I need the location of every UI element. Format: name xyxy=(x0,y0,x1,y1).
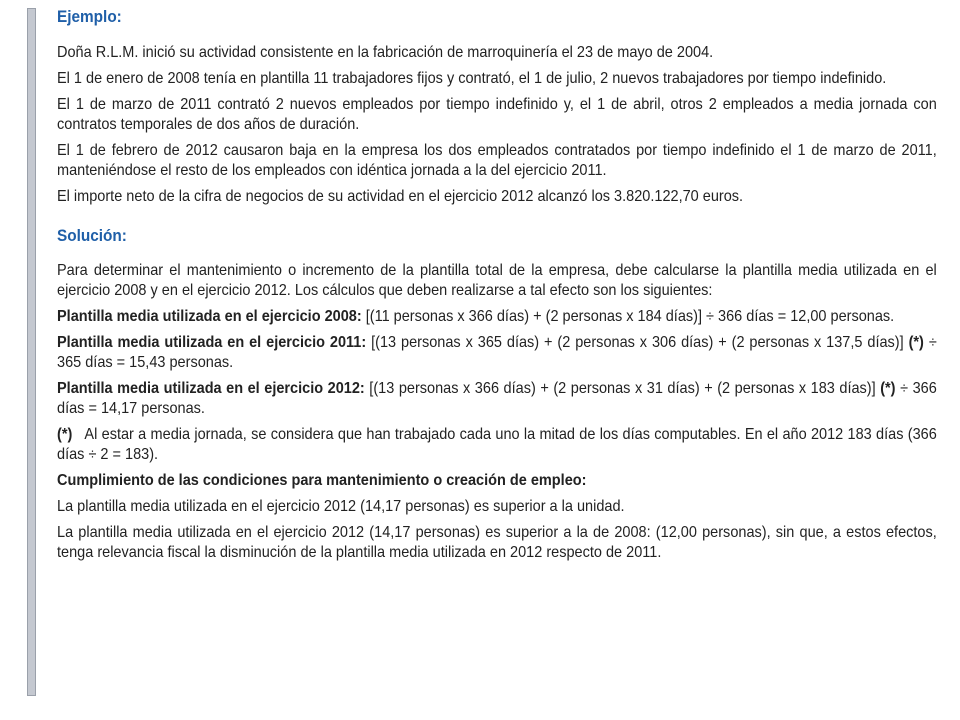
footnote-text: Al estar a media jornada, se considera que han trabajado cada uno la mitad de los días computables. En el año 2012 183 días (366 días ÷ 2 = 183). xyxy=(57,426,937,463)
document-body xyxy=(57,6,937,569)
conditions-heading-text: Cumplimiento de las condiciones para mantenimiento o creación de empleo: xyxy=(57,472,587,489)
example-paragraph: El importe neto de la cifra de negocios de su actividad en el ejercicio 2012 alcanzó los 3.820.122,70 euros. xyxy=(57,188,744,205)
calc-2012-footnote-mark: (*) xyxy=(880,380,896,397)
example-paragraph: Doña R.L.M. inició su actividad consistente en la fabricación de marroquinería el 23 de mayo de 2004. xyxy=(57,44,714,61)
calc-2012-text-a: [(13 personas x 366 días) + (2 personas x 31 días) + (2 personas x 183 días)] xyxy=(369,380,876,397)
calc-2008-text: [(11 personas x 366 días) + (2 personas x 184 días)] ÷ 366 días = 12,00 personas. xyxy=(365,308,895,325)
example-paragraph: El 1 de enero de 2008 tenía en plantilla 11 trabajadores fijos y contrató, el 1 de julio, 2 nuevos trabajadores por tiempo indefinido. xyxy=(57,70,887,87)
calc-2008 xyxy=(57,307,937,327)
calc-2011-label: Plantilla media utilizada en el ejercicio 2011: xyxy=(57,334,367,351)
conclusion-paragraph: La plantilla media utilizada en el ejercicio 2012 (14,17 personas) es superior a la de 2008: (12,00 personas), sin que, a estos efectos, tenga relevancia fiscal la disminución de la plantilla media utilizada en 2012 respecto de 2011. xyxy=(57,524,937,561)
calc-2011-footnote-mark: (*) xyxy=(908,334,924,351)
calc-2008-label: Plantilla media utilizada en el ejercicio 2008: xyxy=(57,308,362,325)
footnote-mark: (*) xyxy=(57,426,73,443)
sidebar-accent-bar xyxy=(27,8,36,696)
solution-intro: Para determinar el mantenimiento o incremento de la plantilla total de la empresa, debe calcularse la plantilla media utilizada en el ejercicio 2008 y en el ejercicio 2012. Los cálculos que deben realizarse a tal efecto son los siguientes: xyxy=(57,262,937,299)
calc-2012-text-b: ÷ 366 días = 14,17 personas. xyxy=(57,380,937,417)
calc-2011 xyxy=(57,333,937,373)
solution-heading: Solución: xyxy=(57,227,127,245)
calc-2011-text-b: ÷ 365 días = 15,43 personas. xyxy=(57,334,937,371)
calc-2011-text-a: [(13 personas x 365 días) + (2 personas x 306 días) + (2 personas x 137,5 días)] xyxy=(371,334,904,351)
calc-2012 xyxy=(57,379,937,419)
conditions-heading xyxy=(57,471,937,491)
example-heading: Ejemplo: xyxy=(57,8,122,26)
conclusion-paragraph: La plantilla media utilizada en el ejercicio 2012 (14,17 personas) es superior a la unidad. xyxy=(57,498,625,515)
calc-2012-label: Plantilla media utilizada en el ejercicio 2012: xyxy=(57,380,365,397)
example-paragraph: El 1 de febrero de 2012 causaron baja en la empresa los dos empleados contratados por tiempo indefinido el 1 de marzo de 2011, manteniéndose el resto de los empleados con idéntica jornada a la del ejercicio 2011. xyxy=(57,142,937,179)
example-paragraph: El 1 de marzo de 2011 contrató 2 nuevos empleados por tiempo indefinido y, el 1 de abril, otros 2 empleados a media jornada con contratos temporales de dos años de duración. xyxy=(57,96,937,133)
footnote xyxy=(57,425,937,465)
